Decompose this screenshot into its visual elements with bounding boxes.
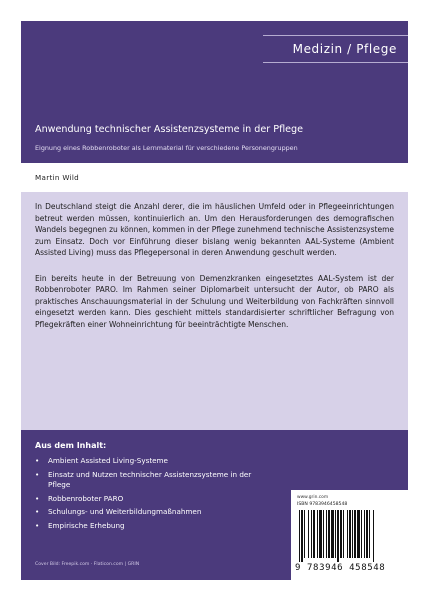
contents-list xyxy=(35,456,255,534)
isbn-label: ISBN 9783946458548 xyxy=(297,502,348,507)
list-item xyxy=(35,494,255,505)
author-name: Martin Wild xyxy=(35,173,80,182)
contents-heading: Aus dem Inhalt: xyxy=(35,441,107,450)
contents-band xyxy=(21,430,408,580)
barcode-number: 9 783946 458548 xyxy=(295,563,386,573)
list-item xyxy=(35,456,255,467)
bullet-icon: • xyxy=(35,520,40,530)
list-item-label: Empirische Erhebung xyxy=(48,520,125,530)
blurb-paragraph-1: In Deutschland steigt die Anzahl derer, die im häuslichen Umfeld oder in Pflegeeinrichtungen betreut werden müssen, kontinuierlich an. Um den Herausforderungen des demografischen Wandels begegnen zu können, kommen in der Pflege zunehmend technische Assistenzsysteme zum Einsatz. Doch vor Einführung dieser bislang wenig bekannten AAL-Systeme (Ambient Assisted Living) muss das Pflegepersonal in deren Anwendung geschult werden. xyxy=(35,202,394,257)
barcode-panel xyxy=(291,490,408,580)
bullet-icon: • xyxy=(35,469,40,479)
list-item xyxy=(35,507,255,518)
list-item-label: Einsatz und Nutzen technischer Assistenzsysteme in der Pflege xyxy=(48,469,252,489)
publisher-url: www.grin.com xyxy=(297,495,329,500)
list-item xyxy=(35,521,255,532)
bullet-icon: • xyxy=(35,493,40,503)
book-title: Anwendung technischer Assistenzsysteme in der Pflege xyxy=(35,124,304,135)
barcode-icon xyxy=(297,510,403,562)
bullet-icon: • xyxy=(35,507,40,516)
bullet-icon: • xyxy=(35,456,40,465)
category-label: Medizin / Pflege xyxy=(263,35,408,63)
header-band xyxy=(21,21,408,163)
cover-credit: Cover Bild: Freepik.com · Flaticon.com | GRIN xyxy=(35,562,140,567)
list-item-label: Robbenroboter PARO xyxy=(48,493,124,503)
book-subtitle: Eignung eines Robbenroboter als Lernmaterial für verschiedene Personengruppen xyxy=(35,144,298,152)
list-item-label: Schulungs- und Weiterbildungmaßnahmen xyxy=(48,507,202,516)
list-item-label: Ambient Assisted Living-Systeme xyxy=(48,456,168,465)
blurb-box xyxy=(21,192,408,430)
blurb-paragraph-2: Ein bereits heute in der Betreuung von Demenzkranken eingesetztes AAL-System ist der Robbenroboter PARO. Im Rahmen seiner Diplomarbeit untersucht der Autor, ob PARO als praktisches Anschauungsmaterial in der Schulung und Weiterbildung von Fachkräften sinnvoll eingesetzt werden kann. Dies geschieht mittels standardisierter schriftlicher Befragung von Pflegekräften einer Wohneinrichtung für beeinträchtigte Menschen. xyxy=(35,273,394,329)
list-item xyxy=(35,470,255,491)
